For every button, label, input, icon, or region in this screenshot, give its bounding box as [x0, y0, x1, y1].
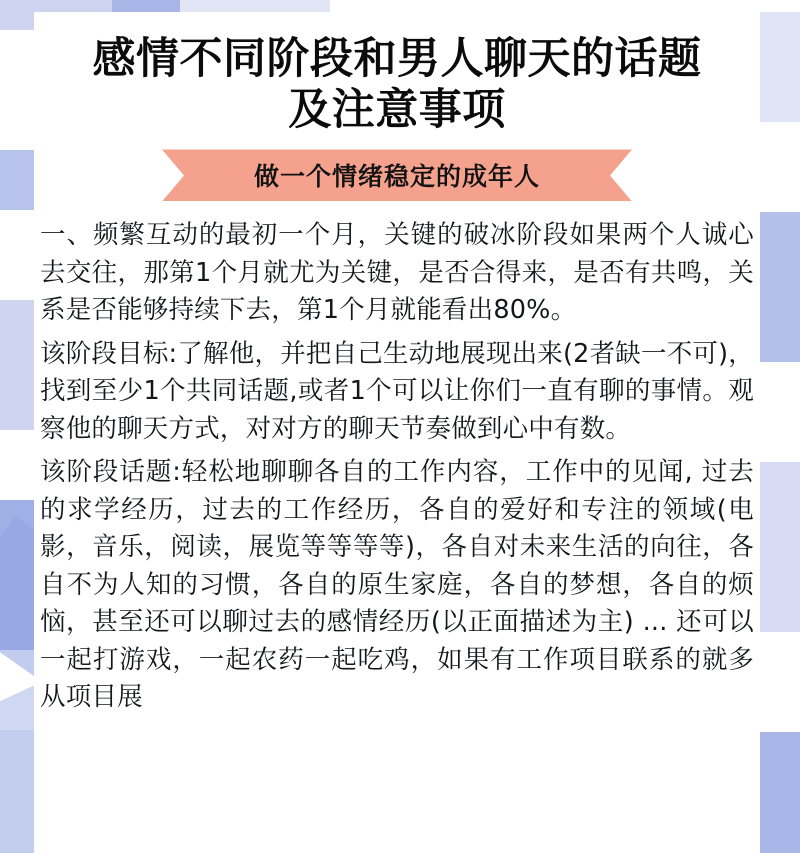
page-title-line-2: 及注意事项: [288, 84, 506, 135]
ribbon-label: 做一个情绪稳定的成年人: [253, 162, 540, 192]
bg-stripe-right-7: [760, 732, 800, 853]
poster-content: [34, 12, 760, 853]
page-title: [40, 34, 754, 135]
bg-stripe-right-5: [760, 462, 800, 632]
bg-stripe-right-4: [760, 362, 800, 462]
bg-stripe-left-4: [0, 300, 34, 430]
bg-stripe-left-1: [0, 30, 34, 150]
paragraph-2: 该阶段目标:了解他，并把自己生动地展现出来(2者缺一不可)，找到至少1个共同话题,或者1个可以让你们一直有聊的事情。观察他的聊天方式，对对方的聊天节奏做到心中有数。: [40, 338, 754, 444]
bg-stripe-right-3: [760, 212, 800, 362]
paragraph-1: 一、频繁互动的最初一个月，关键的破冰阶段如果两个人诚心去交往，那第1个月就尤为关键，是否合得来，是否有共鸣，关系是否能够持续下去，第1个月就能看出80%。: [40, 220, 754, 326]
bg-stripe-right-1: [760, 12, 800, 122]
bg-stripe-right-2: [760, 122, 800, 212]
bg-stripe-right-6: [760, 632, 800, 732]
subtitle-ribbon: [162, 149, 632, 201]
article-body: [40, 217, 754, 716]
bg-stripe-left-2: [0, 150, 34, 210]
page-title-line-1: 感情不同阶段和男人聊天的话题: [92, 34, 702, 84]
paragraph-3: 该阶段话题:轻松地聊聊各自的工作内容，工作中的见闻, 过去的求学经历，过去的工作经历，各自的爱好和专注的领域(电影，音乐，阅读，展览等等等等)，各自对未来生活的向往，各自不为人知的习惯，各自的原生家庭，各自的梦想，各自的烦恼，甚至还可以聊过去的感情经历(以正面描述为主) ... 还可以一起打游戏，一起农药一起吃鸡，如果有工作项目联系的就多从项目展: [40, 457, 754, 713]
bg-stripe-left-5: [0, 430, 34, 500]
bg-block-top-right: [330, 0, 800, 12]
bg-stripe-left-3: [0, 210, 34, 300]
